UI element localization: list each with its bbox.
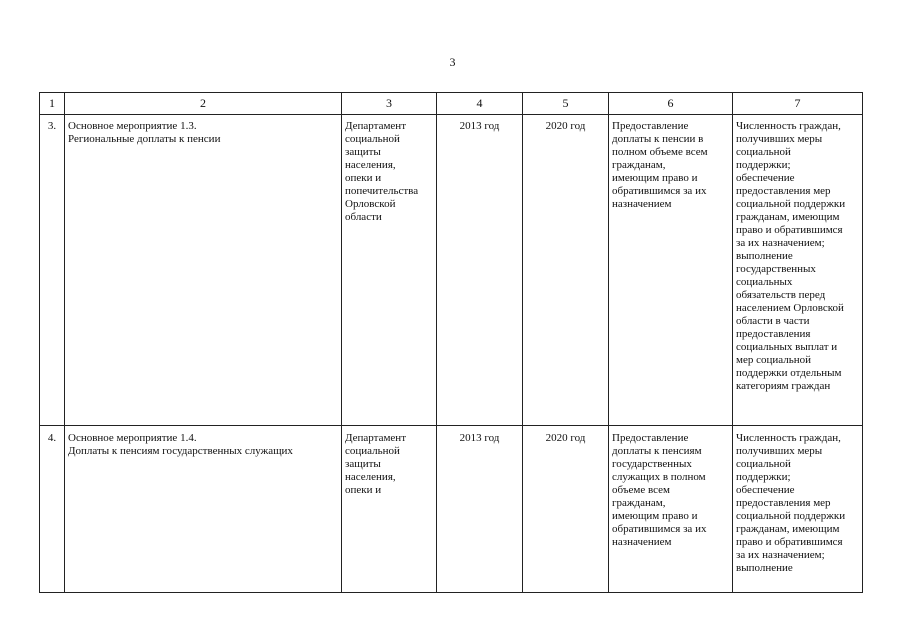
column-header: 7 (733, 93, 863, 115)
indicators-cell: Численность граждан, получивших меры социальной поддержки; обеспечение предоставления мер социальной поддержки гражданам, имеющим право и обратившимся за их назначением; выполнение государственных социальных обязательств перед населением Орловской области в части предоставления социальных выплат и мер социальной поддержки отдельным категориям граждан (733, 115, 863, 426)
column-header: 3 (342, 93, 437, 115)
indicators-cell: Численность граждан, получивших меры социальной поддержки; обеспечение предоставления мер социальной поддержки гражданам, имеющим право и обратившимся за их назначением; выполнение (733, 426, 863, 593)
column-header: 1 (40, 93, 65, 115)
end-year-cell: 2020 год (523, 115, 609, 426)
row-number: 3. (40, 115, 65, 426)
end-year-cell: 2020 год (523, 426, 609, 593)
table-row (40, 115, 863, 426)
column-header: 2 (65, 93, 342, 115)
activity-title: Основное мероприятие 1.3. Региональные доплаты к пенсии (65, 115, 342, 426)
table-row (40, 426, 863, 593)
column-header: 4 (437, 93, 523, 115)
start-year-cell: 2013 год (437, 426, 523, 593)
executor-cell: Департамент социальной защиты населения, опеки и (342, 426, 437, 593)
program-activities-table (39, 92, 863, 593)
start-year-cell: 2013 год (437, 115, 523, 426)
page-number: 3 (449, 55, 456, 69)
expected-result-cell: Предоставление доплаты к пенсии в полном объеме всем гражданам, имеющим право и обратившимся за их назначением (609, 115, 733, 426)
activity-title: Основное мероприятие 1.4. Доплаты к пенсиям государственных служащих (65, 426, 342, 593)
expected-result-cell: Предоставление доплаты к пенсиям государственных служащих в полном объеме всем гражданам, имеющим право и обратившимся за их назначением (609, 426, 733, 593)
column-header: 6 (609, 93, 733, 115)
row-number: 4. (40, 426, 65, 593)
column-header: 5 (523, 93, 609, 115)
executor-cell: Департамент социальной защиты населения, опеки и попечительства Орловской области (342, 115, 437, 426)
table-header-row (40, 93, 863, 115)
